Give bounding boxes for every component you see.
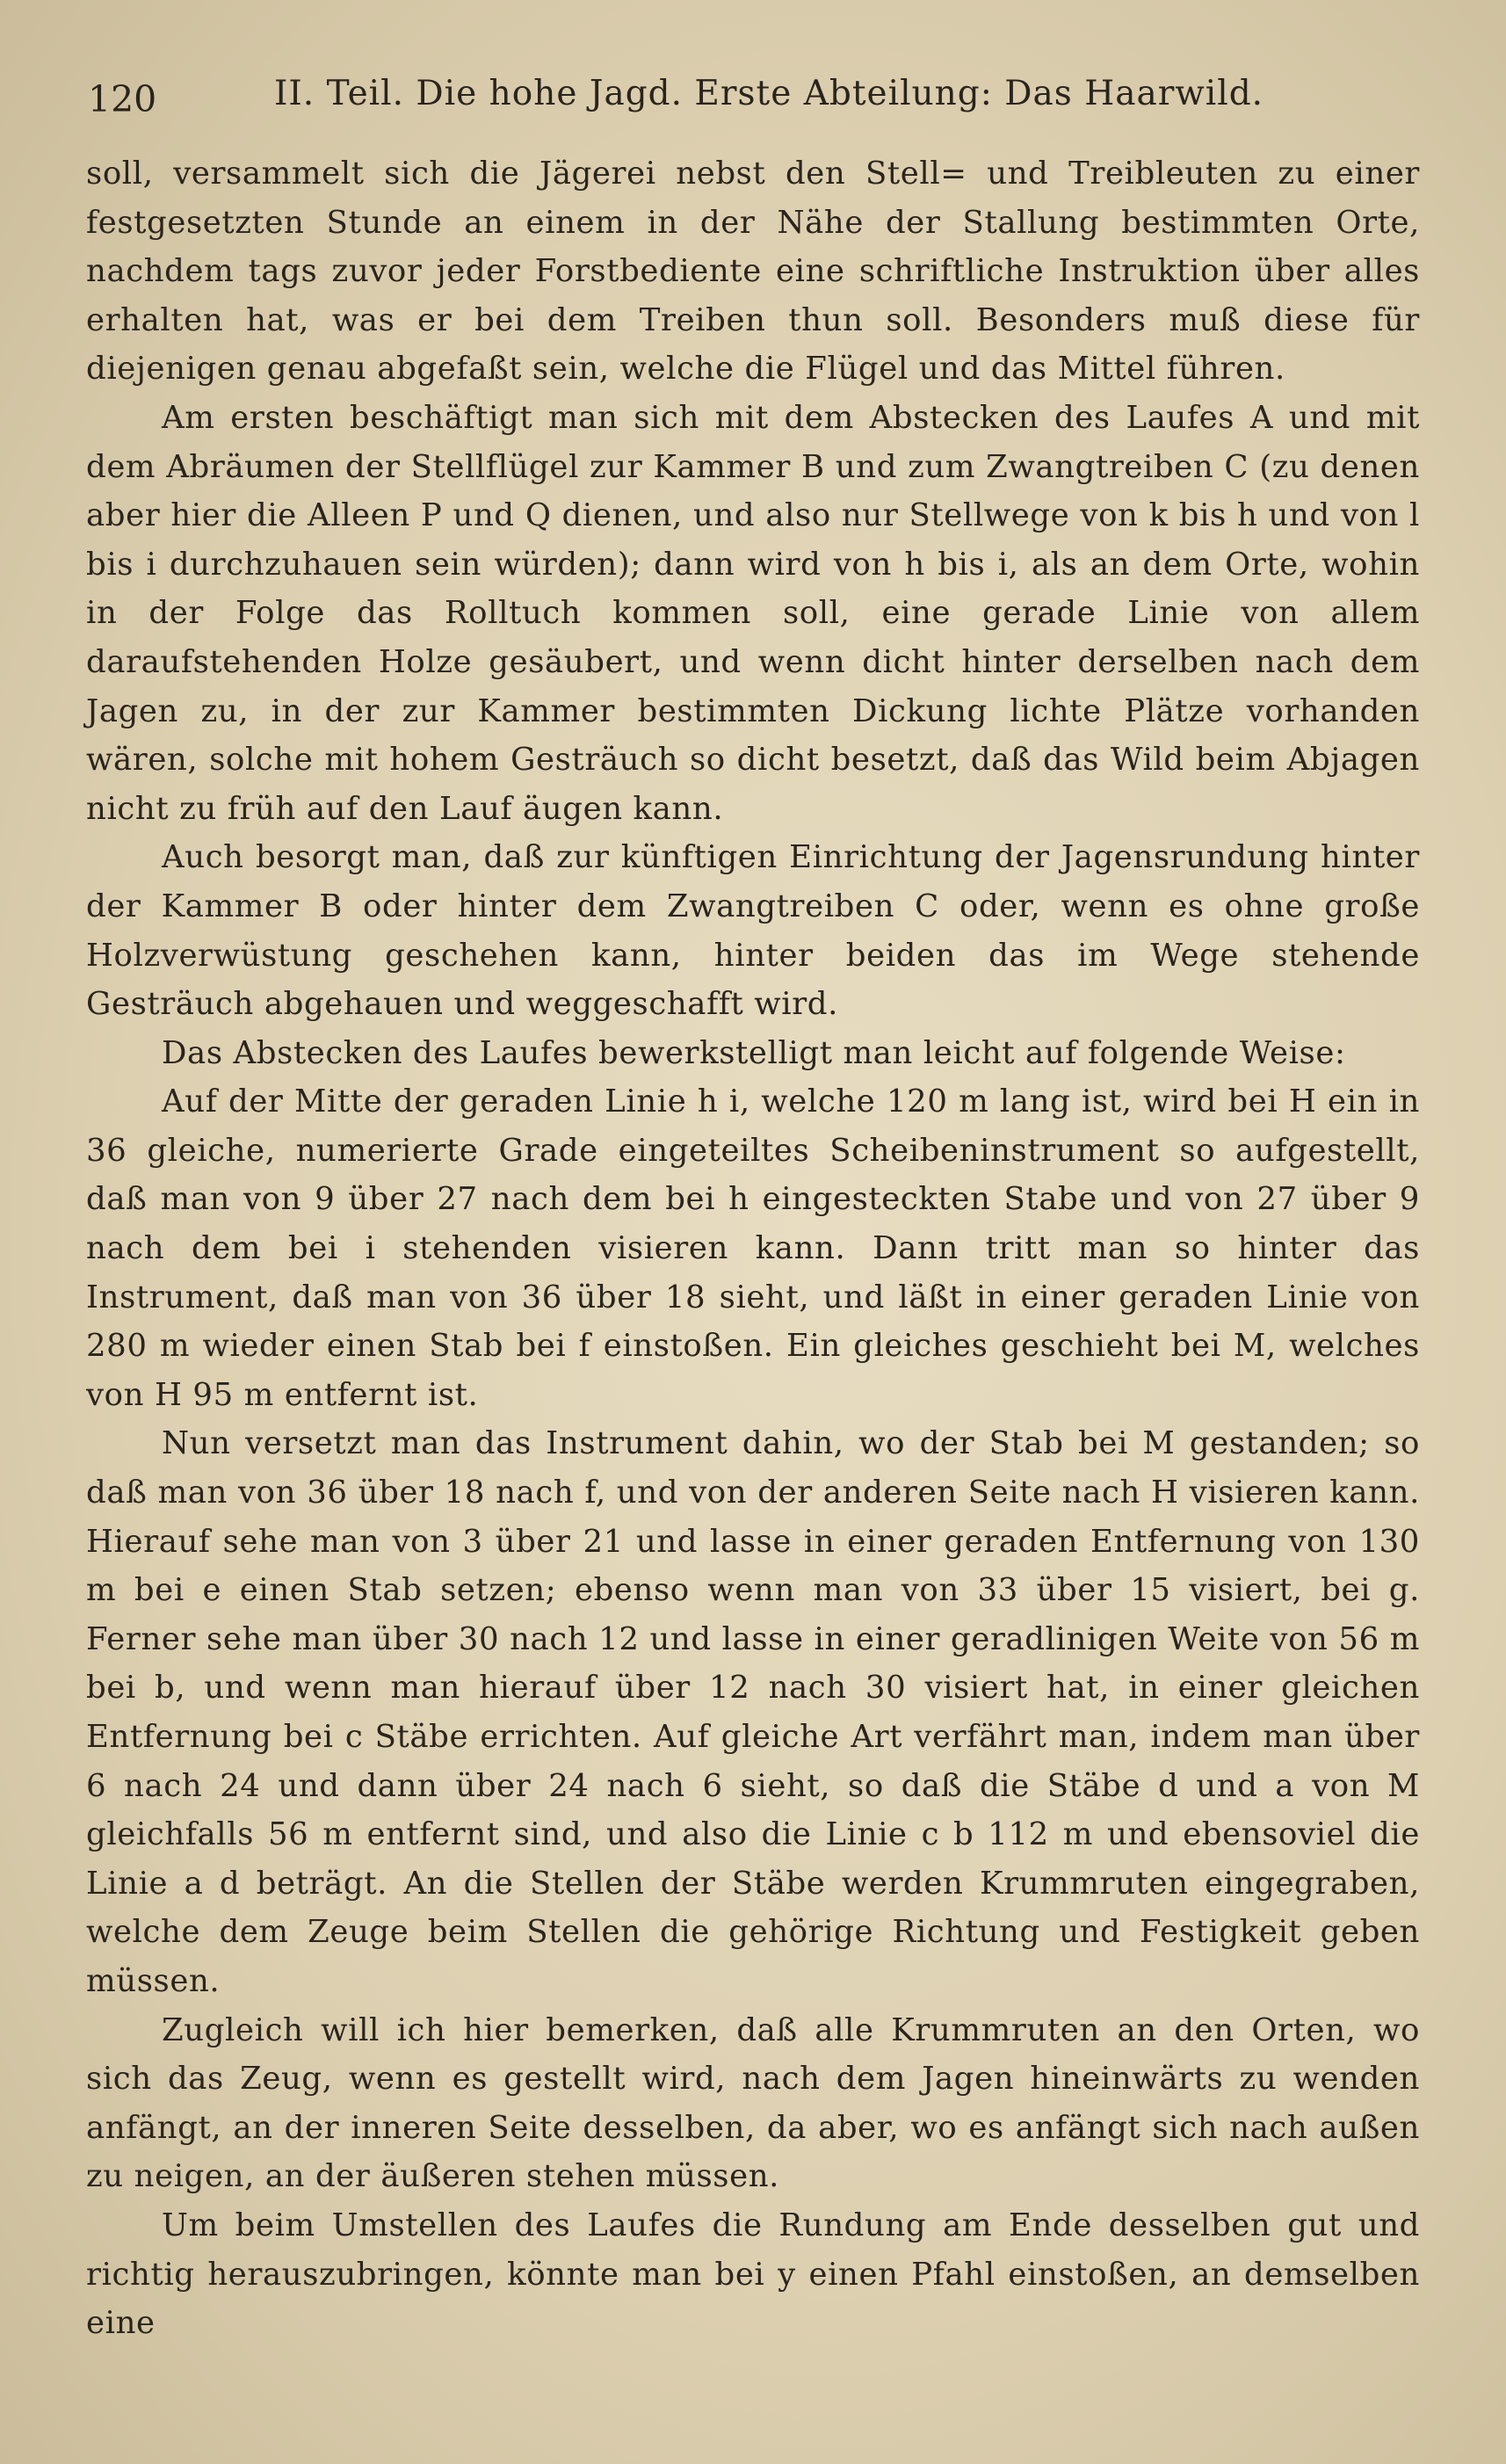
paragraph: Nun versetzt man das Instrument dahin, wo der Stab bei M gestanden; so daß man von 36 über 18 nach f, und von der anderen Seite nach H visieren kann. Hierauf sehe man von 3 über 21 und lasse in einer geraden Entfernung von 130 m bei e einen Stab setzen; ebenso wenn man von 33 über 15 visiert, bei g. Ferner sehe man über 30 nach 12 und lasse in einer geradlinigen Weite von 56 m bei b, und wenn man hierauf über 12 nach 30 visiert hat, in einer gleichen Entfernung bei c Stäbe errichten. Auf gleiche Art verfährt man, indem man über 6 nach 24 und dann über 24 nach 6 sieht, so daß die Stäbe d und a von M gleichfalls 56 m entfernt sind, und also die Linie c b 112 m und ebensoviel die Linie a d beträgt. An die Stellen der Stäbe werden Krummruten eingegraben, welche dem Zeuge beim Stellen die gehörige Richtung und Festigkeit geben müssen. bbox=[86, 1425, 1420, 1999]
page-number: 120 bbox=[88, 78, 157, 120]
paragraph: Auch besorgt man, daß zur künftigen Einrichtung der Jagensrundung hinter der Kammer B oder hinter dem Zwangtreiben C oder, wenn es ohne große Holzverwüstung geschehen kann, hinter beiden das im Wege stehende Gesträuch abgehauen und weggeschafft wird. bbox=[86, 839, 1420, 1023]
body-text bbox=[86, 149, 1420, 2348]
paragraph: Auf der Mitte der geraden Linie h i, welche 120 m lang ist, wird bei H ein in 36 gleiche, numerierte Grade eingeteiltes Scheibeninstrument so aufgestellt, daß man von 9 über 27 nach dem bei h eingesteckten Stabe und von 27 über 9 nach dem bei i stehenden visieren kann. Dann tritt man so hinter das Instrument, daß man von 36 über 18 sieht, und läßt in einer geraden Linie von 280 m wieder einen Stab bei f einstoßen. Ein gleiches geschieht bei M, welches von H 95 m entfernt ist. bbox=[86, 1083, 1420, 1413]
paragraph: Um beim Umstellen des Laufes die Rundung am Ende desselben gut und richtig herauszubringen, könnte man bei y einen Pfahl einstoßen, an demselben eine bbox=[86, 2207, 1420, 2342]
paragraph: soll, versammelt sich die Jägerei nebst den Stell= und Treibleuten zu einer festgesetzten Stunde an einem in der Nähe der Stallung bestimmten Orte, nachdem tags zuvor jeder Forstbediente eine schriftliche Instruktion über alles erhalten hat, was er bei dem Treiben thun soll. Besonders muß diese für diejenigen genau abgefaßt sein, welche die Flügel und das Mittel führen. bbox=[86, 156, 1420, 388]
paragraph: Zugleich will ich hier bemerken, daß alle Krummruten an den Orten, wo sich das Zeug, wenn es gestellt wird, nach dem Jagen hineinwärts zu wenden anfängt, an der inneren Seite desselben, da aber, wo es anfängt sich nach außen zu neigen, an der äußeren stehen müssen. bbox=[86, 2011, 1420, 2195]
running-head-title: II. Teil. Die hohe Jagd. Erste Abteilung: Das Haarwild. bbox=[274, 74, 1264, 113]
paragraph: Das Abstecken des Laufes bewerkstelligt man leicht auf folgende Weise: bbox=[162, 1034, 1346, 1071]
paragraph: Am ersten beschäftigt man sich mit dem Abstecken des Laufes A und mit dem Abräumen der Stellflügel zur Kammer B und zum Zwangtreiben C (zu denen aber hier die Alleen P und Q dienen, und also nur Stellwege von k bis h und von l bis i durchzuhauen sein würden); dann wird von h bis i, als an dem Orte, wohin in der Folge das Rolltuch kommen soll, eine gerade Linie von allem daraufstehenden Holze gesäubert, und wenn dicht hinter derselben nach dem Jagen zu, in der zur Kammer bestimmten Dickung lichte Plätze vorhanden wären, solche mit hohem Gesträuch so dicht besetzt, daß das Wild beim Abjagen nicht zu früh auf den Lauf äugen kann. bbox=[86, 399, 1420, 827]
running-head bbox=[88, 69, 1441, 130]
